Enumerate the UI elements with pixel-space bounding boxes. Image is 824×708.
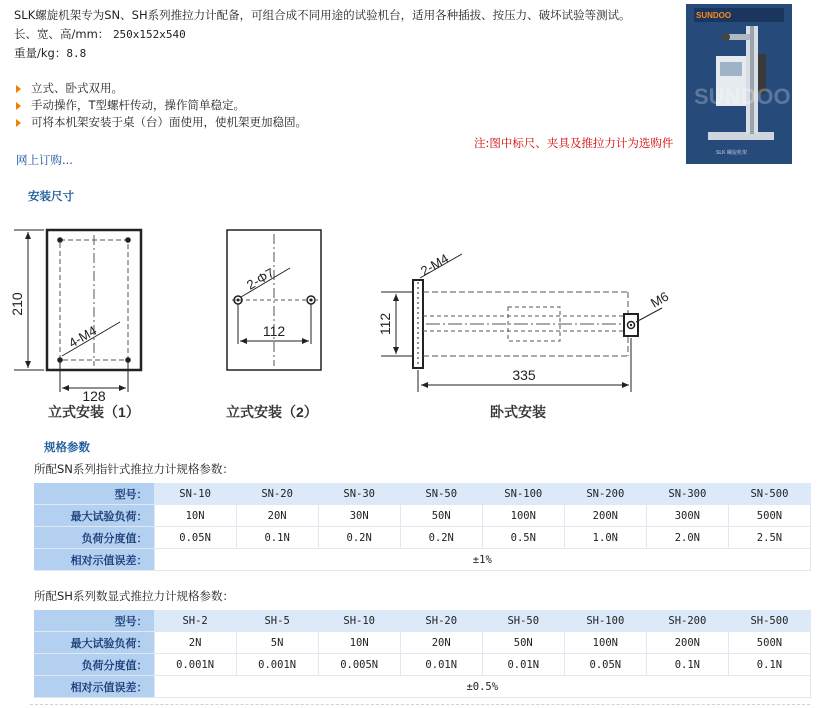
bullet-arrow-icon bbox=[16, 119, 21, 127]
dim-height-112: 112 bbox=[377, 312, 393, 336]
dim-length-335: 335 bbox=[512, 367, 536, 383]
table-cell: 100N bbox=[482, 505, 564, 527]
table-cell: SH-500 bbox=[728, 610, 810, 632]
table-cell: SH-10 bbox=[318, 610, 400, 632]
table-cell: 0.001N bbox=[154, 654, 236, 676]
table-cell: ±1% bbox=[154, 549, 810, 571]
table-cell: SN-10 bbox=[154, 483, 236, 505]
table-row bbox=[34, 654, 811, 676]
table-cell: 2.5N bbox=[728, 527, 810, 549]
table-cell: 1.0N bbox=[564, 527, 646, 549]
table-cell: 10N bbox=[318, 632, 400, 654]
table-cell: SN-100 bbox=[482, 483, 564, 505]
caption-vertical-2: 立式安装（2） bbox=[226, 404, 318, 420]
table-cell: 2.0N bbox=[646, 527, 728, 549]
table-cell: 20N bbox=[236, 505, 318, 527]
drawing-vertical-mount-1 bbox=[9, 230, 141, 420]
photo-brand: SUNDOO bbox=[696, 11, 732, 20]
table-cell: SH-100 bbox=[564, 610, 646, 632]
table-cell: SN-200 bbox=[564, 483, 646, 505]
table-row bbox=[34, 505, 811, 527]
row-label-error: 相对示值误差： bbox=[34, 676, 154, 698]
table-cell: 30N bbox=[318, 505, 400, 527]
table-row bbox=[34, 549, 811, 571]
table-cell: SH-20 bbox=[400, 610, 482, 632]
table-cell: 200N bbox=[564, 505, 646, 527]
table-cell: 20N bbox=[400, 632, 482, 654]
table-cell: 0.01N bbox=[482, 654, 564, 676]
weight-value: 8.8 bbox=[66, 47, 87, 60]
intro-description: SLK螺旋机架专为SN、SH系列推拉力计配备，可组合成不同用途的试验机台，适用各种插拔、按压力、破坏试验等测试。 bbox=[14, 8, 631, 22]
photo-caption: SLK 螺旋机架 bbox=[716, 150, 747, 156]
table-cell: 0.5N bbox=[482, 527, 564, 549]
table-cell: 0.001N bbox=[236, 654, 318, 676]
label-2-phi7: 2-Φ7 bbox=[244, 265, 277, 293]
product-photo bbox=[686, 4, 792, 164]
row-label-resolution: 负荷分度值： bbox=[34, 527, 154, 549]
table-row bbox=[34, 632, 811, 654]
row-label-error: 相对示值误差： bbox=[34, 549, 154, 571]
intro-weight: 重量/kg：8.8 bbox=[14, 46, 87, 60]
caption-vertical-1: 立式安装（1） bbox=[48, 404, 140, 420]
label-4-m4: 4-M4 bbox=[66, 322, 100, 351]
label-2-m4: 2-M4 bbox=[418, 250, 452, 279]
table-cell: 0.2N bbox=[318, 527, 400, 549]
table-row bbox=[34, 527, 811, 549]
table-cell: SH-50 bbox=[482, 610, 564, 632]
dim-spacing-112: 112 bbox=[262, 323, 286, 339]
table-cell: 200N bbox=[646, 632, 728, 654]
table-cell: SN-30 bbox=[318, 483, 400, 505]
dimensions-value: 250x152x540 bbox=[112, 28, 186, 41]
table-cell: 10N bbox=[154, 505, 236, 527]
table-cell: 0.01N bbox=[400, 654, 482, 676]
sh-table-title: 所配SH系列数显式推拉力计规格参数： bbox=[34, 589, 234, 603]
feature-item: 手动操作，T型螺杆传动，操作简单稳定。 bbox=[16, 97, 307, 114]
optional-parts-note: 注:图中标尺、夹具及推拉力计为选购件 bbox=[474, 136, 674, 150]
table-cell: SN-300 bbox=[646, 483, 728, 505]
dim-width-128: 128 bbox=[82, 388, 106, 404]
table-cell: SH-5 bbox=[236, 610, 318, 632]
table-cell: 50N bbox=[482, 632, 564, 654]
sn-table-title: 所配SN系列指针式推拉力计规格参数： bbox=[34, 462, 234, 476]
table-cell: 0.05N bbox=[154, 527, 236, 549]
label-m6: M6 bbox=[648, 288, 672, 311]
table-row bbox=[34, 483, 811, 505]
table-cell: 0.005N bbox=[318, 654, 400, 676]
table-cell: 2N bbox=[154, 632, 236, 654]
feature-list bbox=[16, 80, 307, 131]
caption-horizontal: 卧式安装 bbox=[490, 404, 546, 420]
table-cell: ±0.5% bbox=[154, 676, 810, 698]
intro-block bbox=[14, 6, 631, 63]
photo-watermark: SUNDOO bbox=[694, 84, 791, 109]
table-cell: 100N bbox=[564, 632, 646, 654]
table-cell: SH-200 bbox=[646, 610, 728, 632]
sn-spec-table bbox=[34, 483, 811, 571]
table-cell: 5N bbox=[236, 632, 318, 654]
table-cell: 0.1N bbox=[236, 527, 318, 549]
bullet-arrow-icon bbox=[16, 85, 21, 93]
bottom-divider bbox=[30, 704, 810, 705]
row-label-model: 型号： bbox=[34, 483, 154, 505]
table-cell: SN-500 bbox=[728, 483, 810, 505]
row-label-max-load: 最大试验负荷： bbox=[34, 505, 154, 527]
online-order-link[interactable]: 网上订购... bbox=[16, 153, 73, 167]
product-photo-graphic bbox=[686, 4, 792, 164]
table-cell: 500N bbox=[728, 632, 810, 654]
row-label-max-load: 最大试验负荷： bbox=[34, 632, 154, 654]
table-row bbox=[34, 676, 811, 698]
installation-drawings bbox=[0, 210, 824, 432]
intro-dimensions: 长、宽、高/mm： 250x152x540 bbox=[14, 27, 186, 41]
table-cell: SN-20 bbox=[236, 483, 318, 505]
table-cell: 0.2N bbox=[400, 527, 482, 549]
row-label-model: 型号： bbox=[34, 610, 154, 632]
drawing-horizontal-mount bbox=[377, 251, 671, 420]
sh-spec-table bbox=[34, 610, 811, 698]
table-row bbox=[34, 610, 811, 632]
install-size-heading: 安装尺寸 bbox=[28, 189, 74, 203]
table-cell: 0.05N bbox=[564, 654, 646, 676]
bullet-arrow-icon bbox=[16, 102, 21, 110]
table-cell: SH-2 bbox=[154, 610, 236, 632]
dim-height-210: 210 bbox=[9, 292, 25, 316]
feature-item: 可将本机架安装于桌（台）面使用，使机架更加稳固。 bbox=[16, 114, 307, 131]
feature-item: 立式、卧式双用。 bbox=[16, 80, 307, 97]
table-cell: 0.1N bbox=[646, 654, 728, 676]
table-cell: SN-50 bbox=[400, 483, 482, 505]
table-cell: 0.1N bbox=[728, 654, 810, 676]
row-label-resolution: 负荷分度值： bbox=[34, 654, 154, 676]
drawing-vertical-mount-2 bbox=[226, 230, 321, 420]
table-cell: 500N bbox=[728, 505, 810, 527]
table-cell: 300N bbox=[646, 505, 728, 527]
table-cell: 50N bbox=[400, 505, 482, 527]
spec-heading: 规格参数 bbox=[44, 440, 90, 454]
